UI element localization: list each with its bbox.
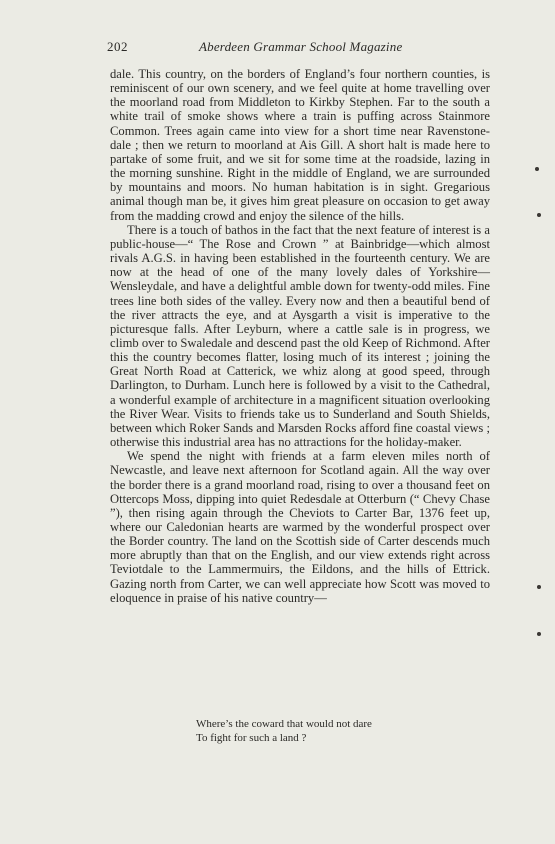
quote-line-2: To fight for such a land ?	[196, 732, 307, 744]
margin-dot	[537, 585, 541, 589]
margin-dot	[537, 632, 541, 636]
page-header	[107, 38, 490, 56]
paragraph-2: There is a touch of bathos in the fact that the next feature of interest is a public-house—“ The Rose and Crown ” at Bainbridge—which almost rivals A.G.S. in having been established in the fourteenth century. We are now at the head of one of the many lovely dales of Yorkshire—Wensleydale, and have a delightful amble down for twenty-odd miles. Fine trees line both sides of the valley. Every now and then a beautiful bend of the river attracts the eye, and at Aysgarth a visit is imperative to the picturesque falls. After Leyburn, where a cattle sale is in progress, we climb over to Swaledale and descend past the old Keep of Richmond. After this the country becomes flatter, losing much of its interest ; joining the Great North Road at Catterick, we whiz along at good speed, through Darlington, to Durham. Lunch here is followed by a visit to the Cathedral, a wonderful example of architecture in a magnificent situation overlooking the River Wear. Visits to friends take us to Sunderland and South Shields, between which Roker Sands and Marsden Rocks afford fine coastal views ; otherwise this industrial area has no attractions for the holiday-maker.	[110, 222, 490, 450]
margin-dot	[537, 213, 541, 217]
verse-quote	[196, 717, 456, 745]
margin-dot	[535, 167, 539, 171]
paragraph-3: We spend the night with friends at a farm eleven miles north of Newcastle, and leave next afternoon for Scotland again. All the way over the border there is a grand moorland road, rising to over a thousand feet on Ottercops Moss, dipping into quiet Redesdale at Otterburn (“ Chevy Chase ”), then rising again through the Cheviots to Carter Bar, 1376 feet up, where our Caledonian hearts are warmed by the wonderful prospect over the Border country. The land on the Scottish side of Carter descends much more abruptly than that on the English, and our view extends right across Teviotdale to the Lammermuirs, the Eildons, and the hills of Ettrick. Gazing north from Carter, we can well appreciate how Scott was moved to eloquence in praise of his native country—	[110, 449, 490, 605]
running-title: Aberdeen Grammar School Magazine	[199, 39, 403, 54]
paragraph-1: dale. This country, on the borders of England’s four northern counties, is reminiscent of our own scenery, and we feel quite at home travelling over the moorland road from Middleton to Kirkby Stephen. Far to the south a white trail of smoke shows where a train is puffing across Stainmore Common. Trees again came into view for a short time near Ravenstone-dale ; then we return to moorland at Ais Gill. A short halt is made here to partake of some fruit, and we sit for some time at the roadside, lazing in the morning sunshine. Right in the middle of England, we are surrounded by mountains and moors. No human habitation is in sight. Gregarious animal though man be, it gives him great pleasure on occasion to get away from the madding crowd and enjoy the silence of the hills.	[110, 67, 490, 223]
page-number: 202	[107, 39, 128, 54]
article-body	[110, 67, 490, 605]
quote-line-1: Where’s the coward that would not dare	[196, 718, 372, 730]
